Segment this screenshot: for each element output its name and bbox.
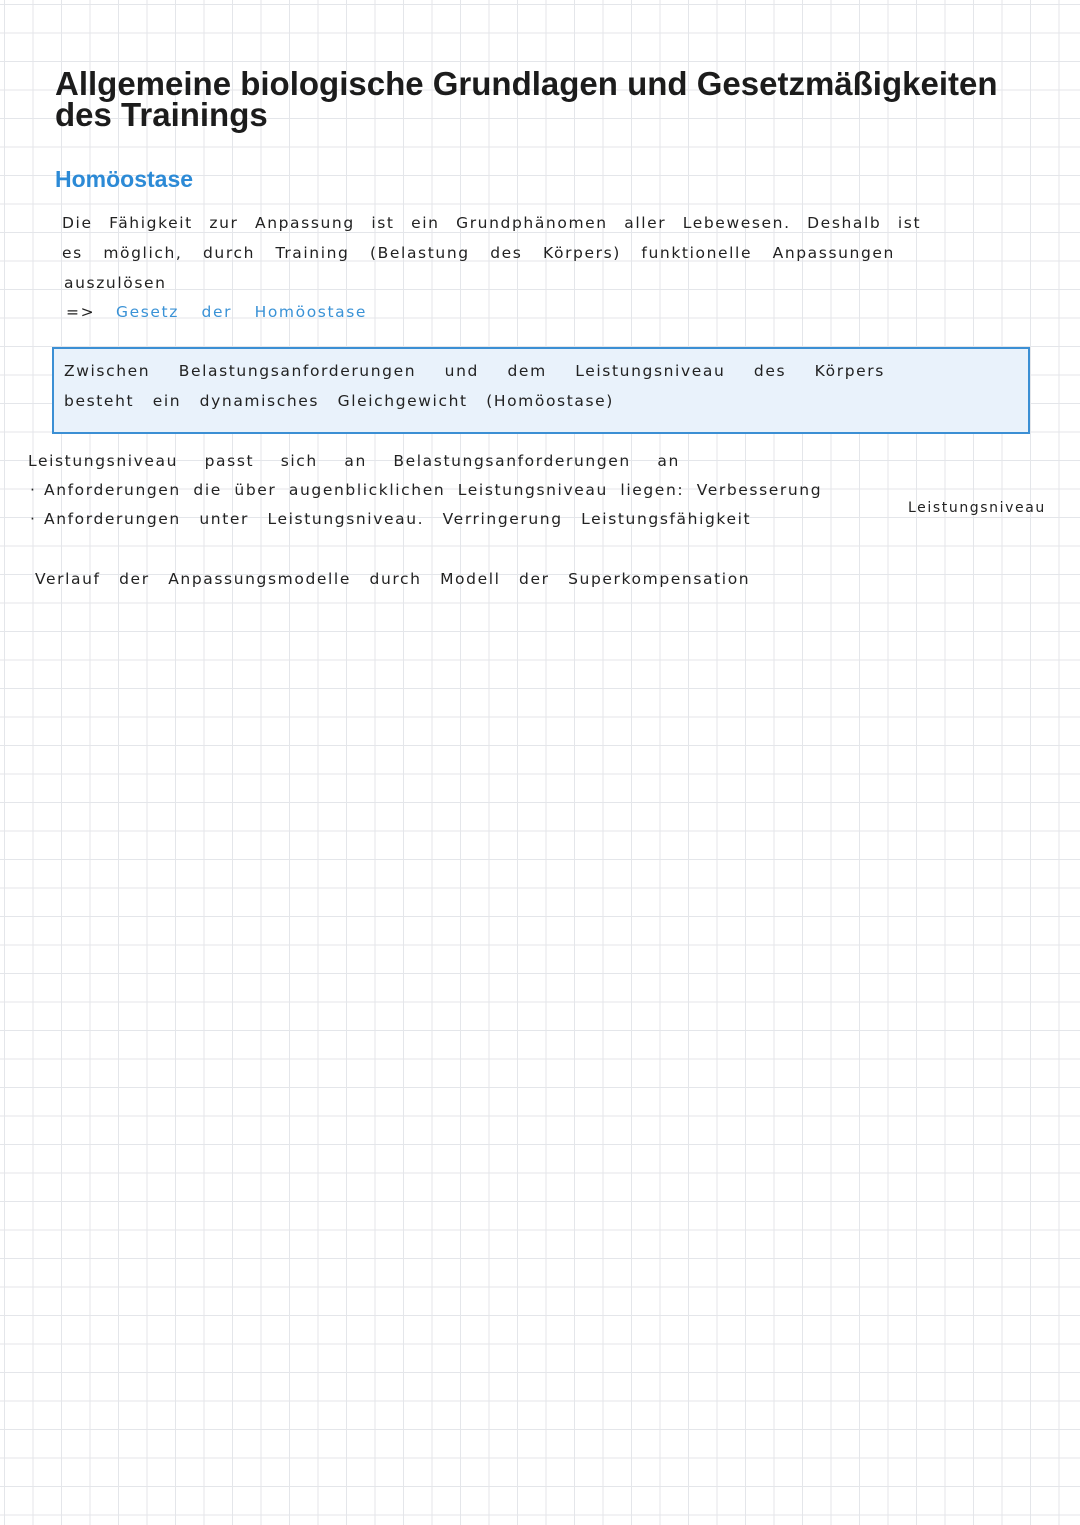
law-arrow: => (66, 303, 96, 321)
box-line-1: Zwischen Belastungsanforderungen und dem Leistungsniveau des Körpers (64, 362, 885, 380)
section-heading: Homöostase (55, 166, 194, 192)
definition-box (52, 347, 1030, 434)
adaptation-line: Leistungsniveau passt sich an Belastungsanforderungen an (28, 452, 680, 470)
page-title: Allgemeine biologische Grundlagen und Gesetzmäßigkeiten des Trainings (55, 65, 998, 133)
law-text: Gesetz der Homöostase (116, 303, 368, 321)
paragraph-line-1: Die Fähigkeit zur Anpassung ist ein Grundphänomen aller Lebewesen. Deshalb ist (62, 214, 922, 232)
box-line-2: besteht ein dynamisches Gleichgewicht (Homöostase) (64, 392, 614, 410)
bullet-dot-2: · (30, 510, 37, 528)
bullet-2: Anforderungen unter Leistungsniveau. Verringerung Leistungsfähigkeit (44, 510, 752, 528)
bullet-1-continuation: Leistungsniveau (908, 500, 1046, 516)
paragraph-line-2: es möglich, durch Training (Belastung des Körpers) funktionelle Anpassungen (62, 244, 895, 262)
bullet-dot-1: · (30, 481, 37, 499)
paragraph-line-3: auszulösen (64, 274, 167, 292)
bullet-1: Anforderungen die über augenblicklichen Leistungsniveau liegen: Verbesserung (44, 481, 823, 499)
course-line: Verlauf der Anpassungsmodelle durch Modell der Superkompensation (35, 570, 751, 588)
